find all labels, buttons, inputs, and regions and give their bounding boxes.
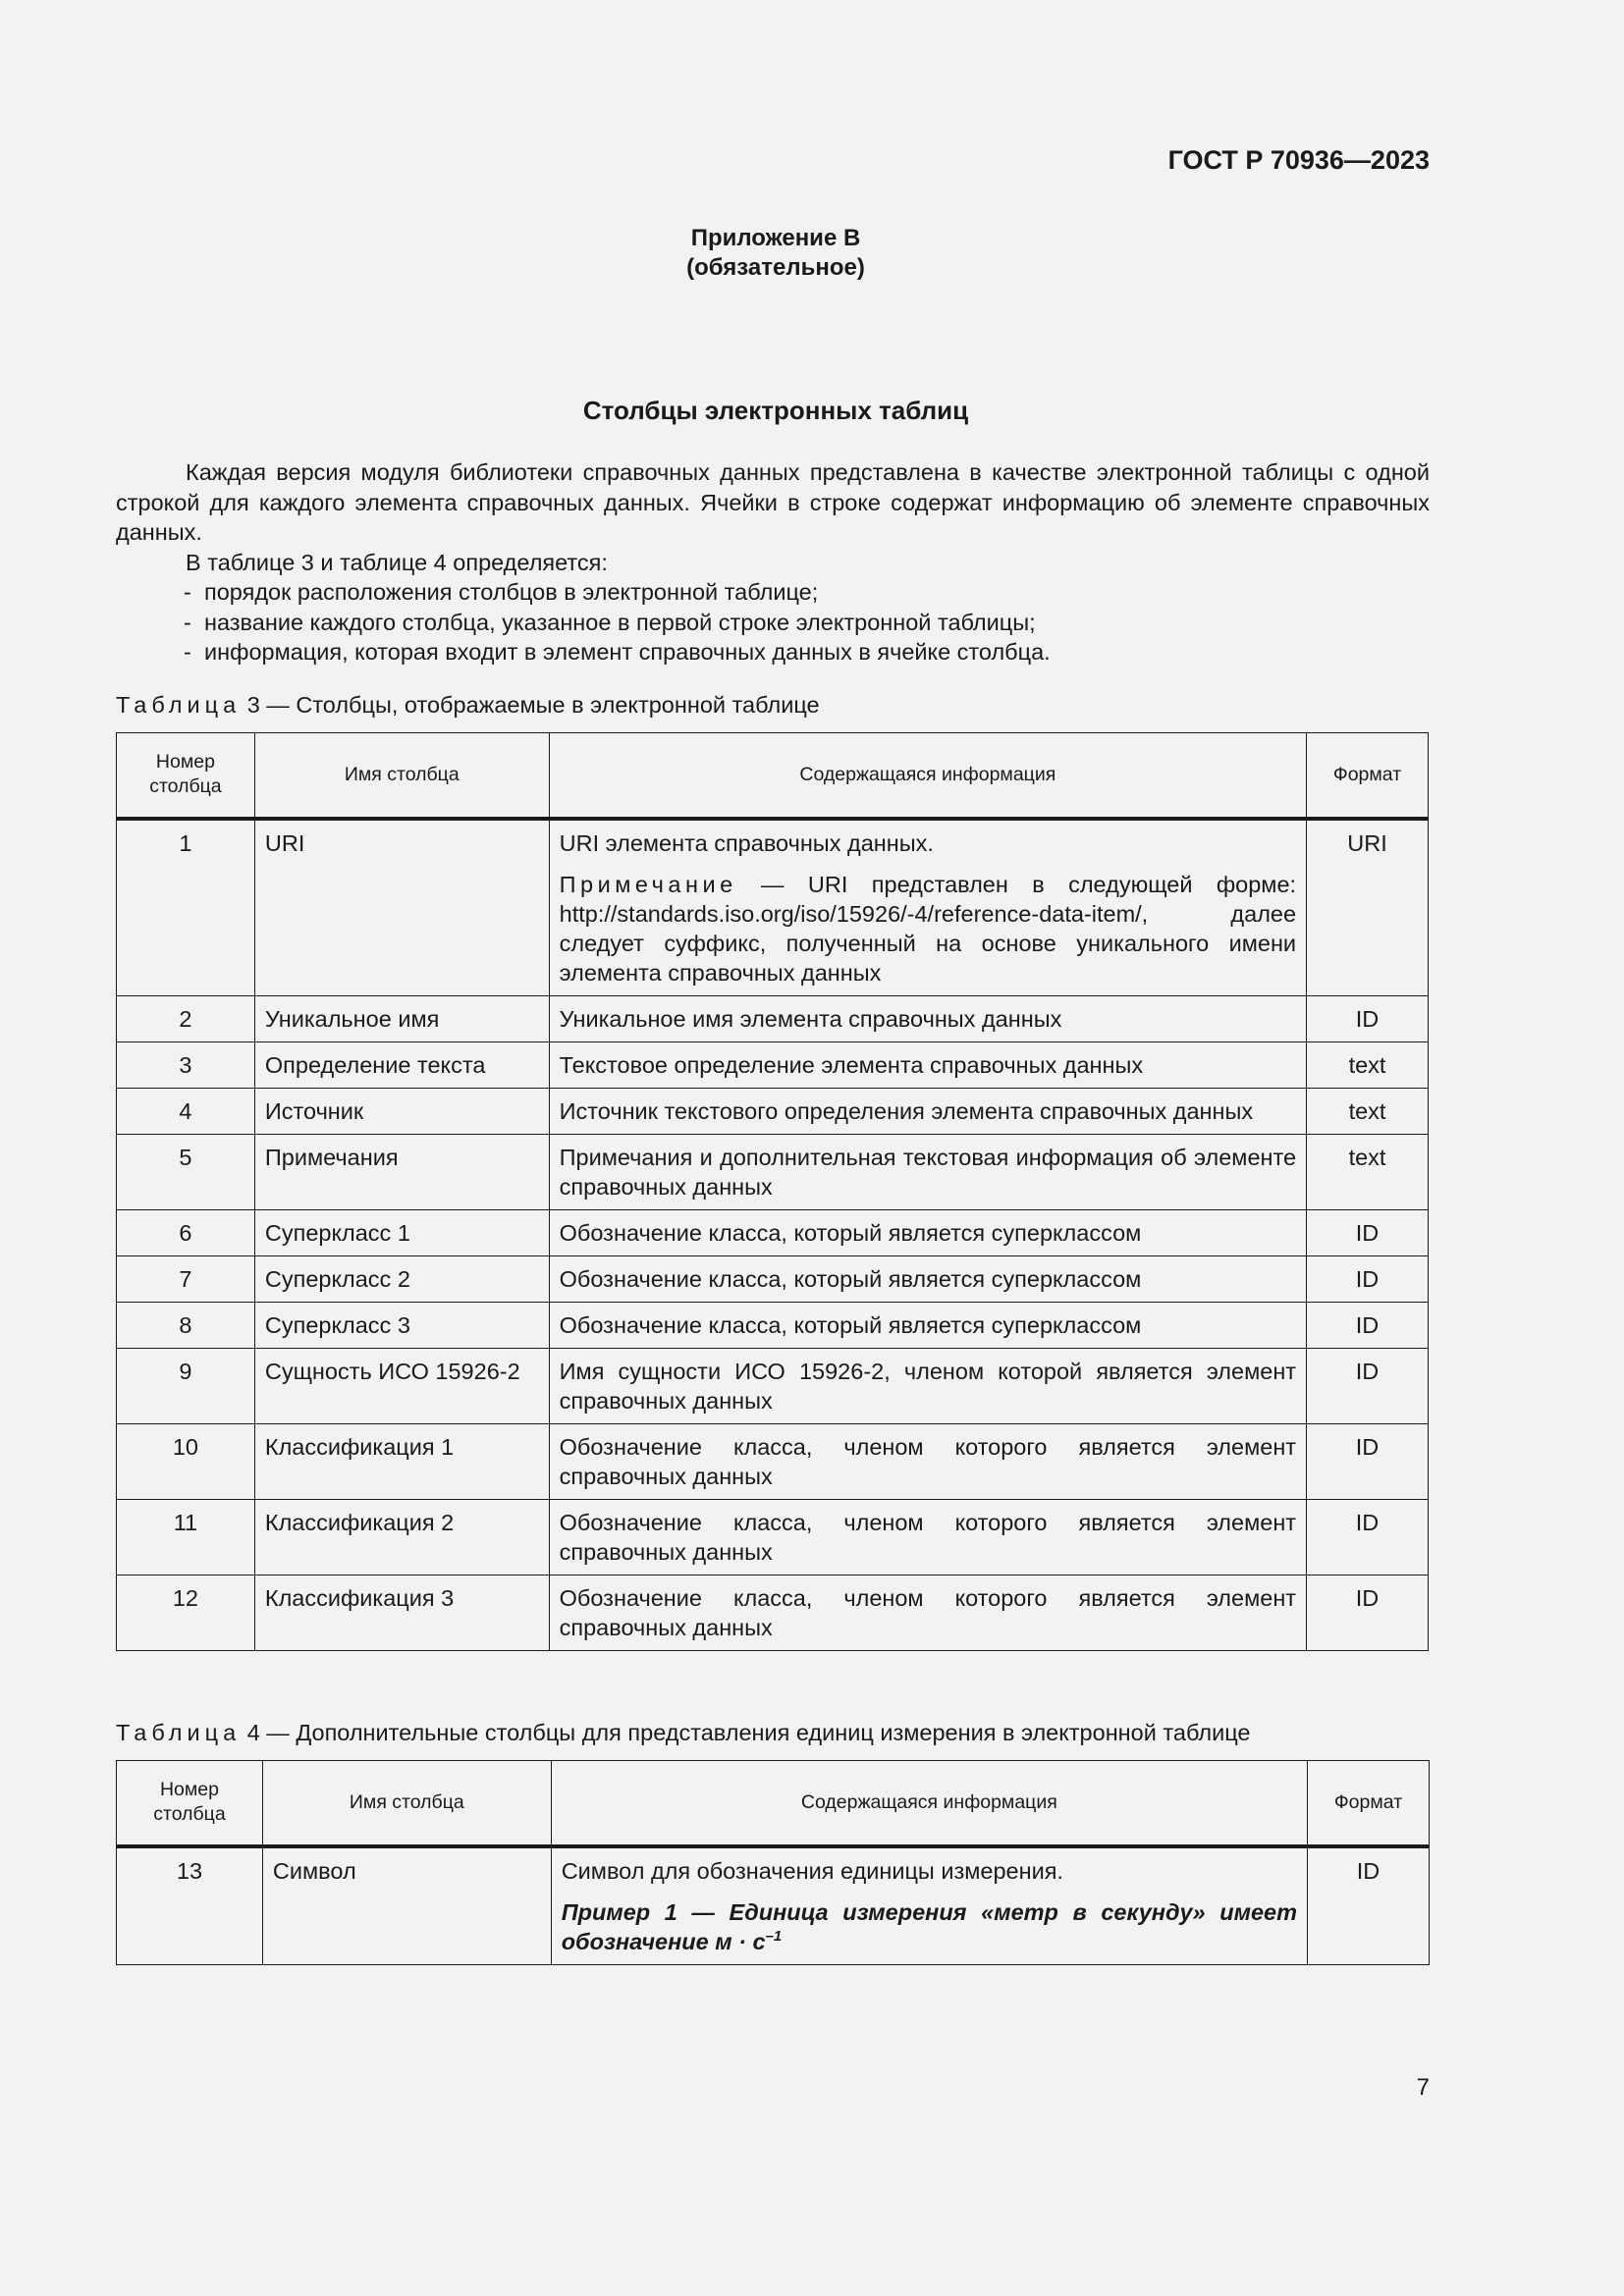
- table-row: [117, 1134, 1429, 1209]
- intro-text: [116, 457, 1430, 667]
- cell-format: ID: [1307, 1209, 1429, 1255]
- note-text: — URI представлен в следующей форме: http://standards.iso.org/iso/15926/-4/reference-data-item/, далее следует суффикс, полученный на основе уникального имени элемента справочных данных: [559, 871, 1297, 986]
- cell-info: Уникальное имя элемента справочных данных: [549, 995, 1306, 1041]
- cell-name: Суперкласс 2: [254, 1255, 549, 1302]
- cell-info: Обозначение класса, членом которого является элемент справочных данных: [549, 1499, 1306, 1575]
- column-header-name: Имя столбца: [254, 733, 549, 819]
- cell-info: Примечания и дополнительная текстовая информация об элементе справочных данных: [549, 1134, 1306, 1209]
- table4-caption-label: Таблица: [116, 1720, 242, 1745]
- table-row: [117, 1255, 1429, 1302]
- cell-info: Текстовое определение элемента справочных данных: [549, 1041, 1306, 1088]
- cell-format: text: [1307, 1041, 1429, 1088]
- cell-format: ID: [1307, 1423, 1429, 1499]
- cell-num: 12: [117, 1575, 255, 1650]
- cell-format: text: [1307, 1134, 1429, 1209]
- cell-info: Обозначение класса, который является суперклассом: [549, 1302, 1306, 1348]
- cell-num: 8: [117, 1302, 255, 1348]
- column-header-num: Номер столбца: [117, 1761, 263, 1846]
- cell-name: URI: [254, 819, 549, 996]
- column-header-format: Формат: [1307, 733, 1429, 819]
- cell-info-main: Символ для обозначения единицы измерения.: [561, 1857, 1063, 1884]
- cell-format: ID: [1307, 1302, 1429, 1348]
- table3-caption: [116, 692, 820, 719]
- cell-num: 7: [117, 1255, 255, 1302]
- cell-format: ID: [1307, 995, 1429, 1041]
- cell-info: Обозначение класса, который является суперклассом: [549, 1209, 1306, 1255]
- list-item: - информация, которая входит в элемент справочных данных в ячейке столбца.: [184, 639, 1051, 665]
- cell-name: Суперкласс 3: [254, 1302, 549, 1348]
- cell-num: 10: [117, 1423, 255, 1499]
- document-id: ГОСТ Р 70936—2023: [1167, 145, 1430, 175]
- example-text: Пример 1 — Единица измерения «метр в секунду» имеет обозначение $м \cdot с^{-1}$: [561, 1898, 1298, 1954]
- appendix-title: Приложение В: [690, 225, 861, 251]
- cell-format: ID: [1308, 1846, 1430, 1965]
- table4: [116, 1760, 1430, 1965]
- cell-num: 4: [117, 1088, 255, 1134]
- note-label: Примечание: [559, 871, 737, 897]
- cell-info-main: URI элемента справочных данных.: [559, 829, 934, 856]
- table-row: [117, 995, 1429, 1041]
- table3-caption-text: 3 — Столбцы, отображаемые в электронной таблице: [246, 692, 820, 718]
- cell-num: 3: [117, 1041, 255, 1088]
- cell-name: Примечания: [254, 1134, 549, 1209]
- column-header-info: Содержащаяся информация: [551, 1761, 1307, 1846]
- table-row: [117, 1499, 1429, 1575]
- table3-caption-label: Таблица: [116, 692, 242, 718]
- table-row: [117, 1575, 1429, 1650]
- cell-name: Определение текста: [254, 1041, 549, 1088]
- cell-name: Классификация 2: [254, 1499, 549, 1575]
- list-item: - название каждого столбца, указанное в первой строке электронной таблицы;: [184, 609, 1036, 635]
- cell-name: Уникальное имя: [254, 995, 549, 1041]
- cell-name: Сущность ИСО 15926-2: [254, 1348, 549, 1423]
- page-number: 7: [1416, 2074, 1430, 2101]
- column-header-name: Имя столбца: [262, 1761, 551, 1846]
- cell-info: Имя сущности ИСО 15926-2, членом которой является элемент справочных данных: [549, 1348, 1306, 1423]
- superscript: –1: [765, 1927, 783, 1945]
- cell-name: Классификация 3: [254, 1575, 549, 1650]
- cell-name: Суперкласс 1: [254, 1209, 549, 1255]
- table3: [116, 732, 1429, 1651]
- cell-info: Обозначение класса, членом которого является элемент справочных данных: [549, 1423, 1306, 1499]
- cell-num: 2: [117, 995, 255, 1041]
- cell-info: Обозначение класса, который является суперклассом: [549, 1255, 1306, 1302]
- cell-note: [560, 870, 1296, 988]
- cell-format: ID: [1307, 1255, 1429, 1302]
- cell-format: text: [1307, 1088, 1429, 1134]
- table-row: [117, 1209, 1429, 1255]
- table4-caption-text: 4 — Дополнительные столбцы для представления единиц измерения в электронной таблице: [246, 1720, 1251, 1745]
- cell-name: Источник: [254, 1088, 549, 1134]
- table-row: [117, 819, 1429, 996]
- cell-num: 11: [117, 1499, 255, 1575]
- cell-info: Источник текстового определения элемента справочных данных: [549, 1088, 1306, 1134]
- cell-num: 1: [117, 819, 255, 996]
- column-header-num: Номер столбца: [117, 733, 255, 819]
- section-title: Столбцы электронных таблиц: [582, 396, 969, 425]
- table-row: [117, 1348, 1429, 1423]
- table-row: [117, 1846, 1430, 1965]
- cell-num: 5: [117, 1134, 255, 1209]
- cell-num: 6: [117, 1209, 255, 1255]
- appendix-subtitle: (обязательное): [686, 254, 865, 281]
- appendix-heading: [0, 224, 1551, 283]
- cell-name: Символ: [262, 1846, 551, 1965]
- table-row: [117, 1423, 1429, 1499]
- cell-format: URI: [1307, 819, 1429, 996]
- list-item: - порядок расположения столбцов в электронной таблице;: [184, 579, 819, 605]
- cell-num: 9: [117, 1348, 255, 1423]
- intro-paragraph: Каждая версия модуля библиотеки справочных данных представлена в качестве электронной таблицы с одной строкой для каждого элемента справочных данных. Ячейки в строке содержат информацию об элементе справочных данных.: [116, 459, 1430, 545]
- cell-info: [549, 819, 1306, 996]
- cell-format: ID: [1307, 1575, 1429, 1650]
- table4-caption: [116, 1720, 1250, 1746]
- cell-format: ID: [1307, 1499, 1429, 1575]
- intro-paragraph: В таблице 3 и таблице 4 определяется:: [186, 549, 608, 575]
- column-header-format: Формат: [1308, 1761, 1430, 1846]
- cell-format: ID: [1307, 1348, 1429, 1423]
- table-row: [117, 1041, 1429, 1088]
- cell-name: Классификация 1: [254, 1423, 549, 1499]
- cell-info: [551, 1846, 1307, 1965]
- column-header-info: Содержащаяся информация: [549, 733, 1306, 819]
- cell-info: Обозначение класса, членом которого является элемент справочных данных: [549, 1575, 1306, 1650]
- table-row: [117, 1088, 1429, 1134]
- cell-num: 13: [117, 1846, 263, 1965]
- table-row: [117, 1302, 1429, 1348]
